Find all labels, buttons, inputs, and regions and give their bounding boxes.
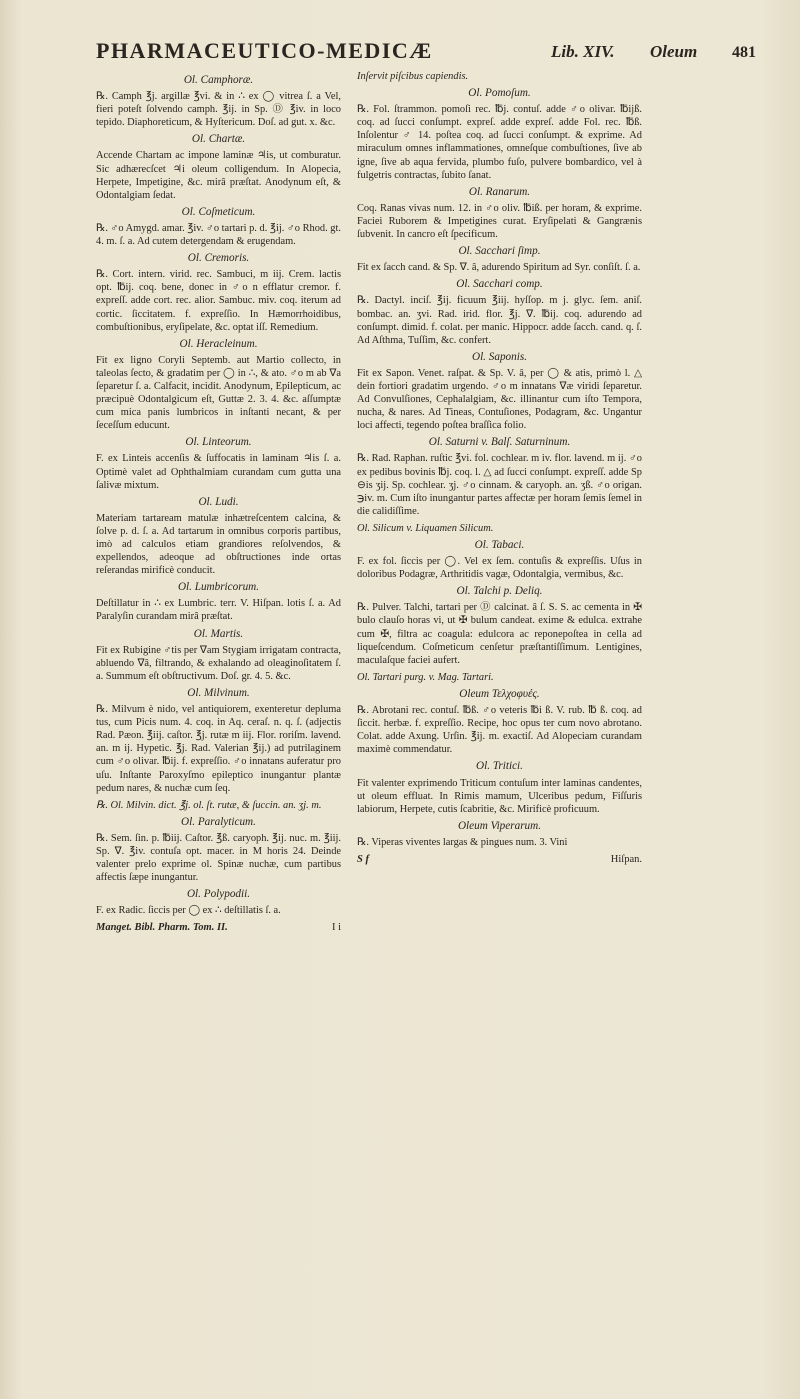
recipe-entry xyxy=(96,687,341,795)
custos-right: Hiſpan. xyxy=(610,853,642,865)
recipe-entry xyxy=(357,70,642,83)
page-number: 481 xyxy=(732,44,756,61)
custos-left: Manget. Bibl. Pharm. Tom. II. xyxy=(96,922,228,934)
page-footer-custos xyxy=(357,853,642,866)
recipe-entry xyxy=(96,436,341,491)
recipe-title: Ol. Ludi. xyxy=(198,495,239,508)
recipe-text: F. ex Linteis accenſis & ſuffocatis in laminam ♃is ſ. a. Optimè valet ad Ophthalmiam curandam cum gutta una ſalivæ mixtum. xyxy=(96,453,341,491)
recipe-text: ℞. Rad. Raphan. ruſtic ℥vi. fol. cochlear. m iv. flor. lavend. m ij. ♂o ex pedibus bovinis ℔j. coq. l. △ ad ſucci conſumpt. expreſſ. adde Sp ⊖is ʒij. Sp. cochlear. ʒj. ♂o cinnam. & caryoph. an. ʒß. ♂o origan. ℈iv. m. Cum iſto inungantur partes affectæ per horam ſemis ſemel in die calidiſſime. xyxy=(357,453,642,517)
recipe-text: ℞. Cort. intern. virid. rec. Sambuci, m iij. Crem. lactis opt. ℔ij. coq. bene, donec in ♂o n efflatur cremor. f. expreſſ. adde cort. rec. alior. Sambuc. miv. coq. iterum ad cortic. ſiccitatem. f. expreſſio. In Hæmorrhoidibus, combuſtionibus, eryſipelate, &c. optat iſſ. Remedium. xyxy=(96,269,341,333)
recipe-title: Ol. Tritici. xyxy=(476,760,523,773)
running-header xyxy=(96,38,786,68)
book-number: Lib. XIV. xyxy=(551,42,615,61)
recipe-text: ℞. Pulver. Talchi, tartari per Ⓓ calcinat. â ſ. S. S. ac cementa in ✠ bulo clauſo horas vi, ut ✠ bulum candeat. exime & edulca. extrahe cum ✠, filtra ac coagula: edulcora ac reponepoſtea in cella ad liqueſcendum. Coſmeticum cenſetur præſtantiſſimum. Lentigines, maculaſque faciei aufert. xyxy=(357,602,642,666)
recipe-text: Ol. Tartari purg. v. Mag. Tartari. xyxy=(357,671,494,683)
recipe-text: ℞. Fol. ſtrammon. pomoſi rec. ℔j. contuſ. adde ♂o olivar. ℔ijß. coq. ad ſucci conſumpt. expreſ. adde expreſ. adde Fol. rec. ℔ß. Inſolentur ♂ 14. poſtea coq. ad ſucci conſumpt. & exprime. Ad miraculum omnes inflammationes, omneſque combuſtiones, ſive ab igne, ſive ab aqua fervida, plumbo fuſo, pulvere bombardico, vel à fulgetris contractas, ſubito ſanat. xyxy=(357,104,642,181)
recipe-text: Deſtillatur in ∴ ex Lumbric. terr. V. Hiſpan. lotis ſ. a. Ad Paralyſin curandam mirâ præſtat. xyxy=(96,598,341,623)
right-column xyxy=(357,70,642,866)
recipe-title: Ol. Tabaci. xyxy=(474,539,525,551)
recipe-title: Ol. Chartæ. xyxy=(191,133,246,146)
recipe-entry xyxy=(96,628,341,683)
recipe-entry xyxy=(357,539,642,581)
recipe-entry xyxy=(96,799,341,812)
recipe-title: Ol. Talchi p. Deliq. xyxy=(456,585,543,598)
recipe-text: F. ex Radic. ſiccis per ◯ ex ∴ deſtillatis ſ. a. xyxy=(96,905,281,917)
recipe-entry xyxy=(357,585,642,667)
recipe-text: F. ex fol. ſiccis per ◯. Vel ex ſem. contuſis & expreſſis. Uſus in doloribus Podagræ, Arthritidis vagæ, Odontalgia, vermibus, &c. xyxy=(357,556,642,581)
page-footer-custos xyxy=(96,921,341,934)
recipe-title: Oleum Τελχοφυές. xyxy=(459,687,540,700)
recipe-entry xyxy=(96,888,341,917)
custos-left: S f xyxy=(357,853,369,865)
recipe-entry xyxy=(357,351,642,433)
recipe-entry xyxy=(357,522,642,535)
recipe-entry xyxy=(96,206,341,248)
recipe-text: ℞. Viperas viventes largas & pingues num. 3. Vini xyxy=(357,836,568,848)
recipe-title: Ol. Polypodii. xyxy=(186,888,251,901)
recipe-title: Ol. Ranarum. xyxy=(468,185,531,198)
recipe-text: ℞. Ol. Milvin. dict. ℥j. ol. ſt. rutæ, & ſuccin. an. ʒj. m. xyxy=(96,799,322,811)
recipe-text: Fit ex ligno Coryli Septemb. aut Martio collecto, in taleolas ſecto, & gradatim per ◯ in ∴, & ato. ♂o m ab ∇a ſeparetur ſ. a. Calfacit, incidit. Anodynum, Epilepticum, ac præcipuè Odontalgicum eſt, Guttæ 2. 3. 4. &c. aſſumptæ cum mica panis lumbricos in inſtanti necant, & per ſeceſſum educunt. xyxy=(96,354,341,432)
recipe-title: Ol. Milvinum. xyxy=(187,686,250,699)
recipe-entry xyxy=(357,87,642,182)
recipe-entry xyxy=(96,816,341,884)
recipe-text: Inſervit piſcibus capiendis. xyxy=(357,71,469,82)
recipe-text: ℞. Abrotani rec. contuſ. ℔ß. ♂o veteris ℔i ß. V. rub. ℔ ß. coq. ad ſiccit. herbæ. f. expreſſio. Recipe, hoc opus ter cum novo abrotano. Colat. adde Axung. Urſin. ℥ij. m. exactiſ. Ad Alopeciam curandam maximè commendatur. xyxy=(357,705,642,756)
recipe-entry xyxy=(357,245,642,274)
recipe-entry xyxy=(357,278,642,346)
recipe-title: Ol. Camphoræ. xyxy=(183,74,254,86)
recipe-entry xyxy=(357,688,642,756)
recipe-entry xyxy=(96,338,341,433)
recipe-text: ℞. Dactyl. inciſ. ℥ij. ficuum ℥iij. hyſſop. m j. glyc. ſem. aniſ. bombac. an. ʒvi. Rad. irid. flor. ℥j. ∇. ℔ij. coq. adurendo ad conſumpt. dimid. f. colat. per manic. Hippocr. adde ſacch. cand. q. ſ. Ad Aſthma, Tuſſim, &c. confert. xyxy=(357,295,642,346)
recipe-title: Oleum Viperarum. xyxy=(457,819,542,832)
recipe-entry xyxy=(357,186,642,241)
running-title: PHARMACEUTICO-MEDICÆ xyxy=(96,38,433,63)
recipe-text: Coq. Ranas vivas num. 12. in ♂o oliv. ℔iß. per horam, & exprime. Faciei Ruborem & Impetigines curat. Eryſipelati & Gangrænis ſubvenit. In cancro eſt ſpecificum. xyxy=(357,202,642,241)
left-column xyxy=(96,70,341,935)
recipe-entry xyxy=(96,74,341,129)
recipe-text: ℞. Milvum è nido, vel antiquiorem, exenteretur depluma tus, cum Picis num. 4. coq. in Aq. ceraſ. n. q. ſ. (adjectis Rad. Pæon. ℥iij. caſtor. ℥j. rutæ m iij. Flor. roriſm. lavend. an. m ij. Hypetic. ℥j. Rad. Valerian ℥ij.) ad putrilaginem cum ♂o olivar. ℔ij. f. expreſſio. ♂o innatans auferatur pro uſu. Inſtante Paroxyſmo epileptico inungantur plantæ pedum nares, & nuchæ cum ſeq. xyxy=(96,704,341,794)
recipe-entry xyxy=(357,820,642,849)
recipe-title: Ol. Sacchari ſimp. xyxy=(458,245,541,258)
custos-right: I i xyxy=(331,922,341,934)
recipe-entry xyxy=(96,252,341,334)
recipe-entry xyxy=(96,133,341,201)
recipe-text: Fit ex Sapon. Venet. raſpat. & Sp. V. â, per ◯ & atis, primò l. △ dein fortiori gradatim urgendo. ♂o m innatans ∇æ viridi ſeparetur. Ad Convulſiones, Cephalalgiam, &c. illinantur cum iſto Tempora, nucha, & nares. Ad Tineas, Contuſiones, Podagram, &c. Ungantur loci affecti, tegendo poſtea braſſica folio. xyxy=(357,367,642,432)
recipe-text: ℞. ♂o Amygd. amar. ℥iv. ♂o tartari p. d. ℥ij. ♂o Rhod. gt. 4. m. ſ. a. Ad cutem detergendam & erugendam. xyxy=(96,222,341,248)
recipe-title: Ol. Paralyticum. xyxy=(181,815,256,828)
recipe-entry xyxy=(357,671,642,684)
recipe-title: Ol. Saponis. xyxy=(471,350,527,363)
recipe-title: Ol. Saturni v. Balſ. Saturninum. xyxy=(428,436,571,449)
recipe-title: Ol. Cremoris. xyxy=(187,252,250,265)
recipe-text: Accende Chartam ac impone laminæ ♃is, ut comburatur. Sic adhærecſcet ♃i oleum colligendum. In Alopecia, Herpete, Impetigine, &c. mirâ præſtat. Anodynum eſt, & Odontalgiam ſedat. xyxy=(96,150,341,201)
recipe-title: Ol. Martis. xyxy=(193,627,244,640)
recipe-text: ℞. Sem. ſin. p. ℔iij. Caſtor. ℥ß. caryoph. ℥ij. nuc. m. ℥iij. Sp. ∇. ℥iv. contuſa opt. macer. in M horis 24. Deinde valenter prelo exprime ol. Spinæ nuchæ, cum partibus affectis ſæpe inungantur. xyxy=(96,832,341,884)
section-heading: Oleum xyxy=(650,42,698,61)
recipe-text: Ol. Silicum v. Liquamen Silicum. xyxy=(357,522,494,534)
recipe-text: Fit ex Rubigine ♂tis per ∇am Stygiam irrigatam contracta, abluendo ∇â, filtrando, & exhalando ad oleaginoſitatem ſ. a. Summum eſt obſtructivum. Doſ. gr. 4. 5. &c. xyxy=(96,644,341,682)
recipe-entry xyxy=(357,436,642,518)
recipe-title: Ol. Lumbricorum. xyxy=(177,581,260,594)
recipe-title: Ol. Sacchari comp. xyxy=(456,278,543,291)
recipe-text: ℞. Camph ℥j. argillæ ℥vi. & in ∴ ex ◯ vitrea ſ. a Vel, fieri poteſt ſolvendo camph. ℥ij. in Sp. Ⓓ ℥iv. in loco tepido. Diaphoreticum, & Hyſtericum. Doſ. ad gut. x. &c. xyxy=(96,91,341,129)
recipe-title: Ol. Pomoſum. xyxy=(468,87,531,100)
recipe-text: Fit ex ſacch cand. & Sp. ∇. â, adurendo Spiritum ad Syr. conſiſt. ſ. a. xyxy=(357,262,641,274)
recipe-entry xyxy=(96,496,341,578)
recipe-entry xyxy=(96,581,341,623)
recipe-text: Fit valenter exprimendo Triticum contuſum inter laminas candentes, ut oleum effluat. In Rimis mamum, Ulceribus pedum, Fiſſuris labiorum, Herpete, cutis ſcabritie, &c. Mirificè proficuum. xyxy=(357,777,642,815)
recipe-title: Ol. Heracleinum. xyxy=(179,337,258,350)
recipe-text: Materiam tartaream matulæ inhætreſcentem calcina, & ſolve p. d. ſ. a. Ad tartarum in omnibus corporis partibus, imò ad calculos etiam grandiores reſolvendos, & expellendos, adeoque ad obſtructiones inde ortas reſerandas mirificè conducit. xyxy=(96,512,341,577)
recipe-title: Ol. Linteorum. xyxy=(185,436,252,449)
recipe-entry xyxy=(357,760,642,815)
recipe-title: Ol. Coſmeticum. xyxy=(181,205,256,218)
